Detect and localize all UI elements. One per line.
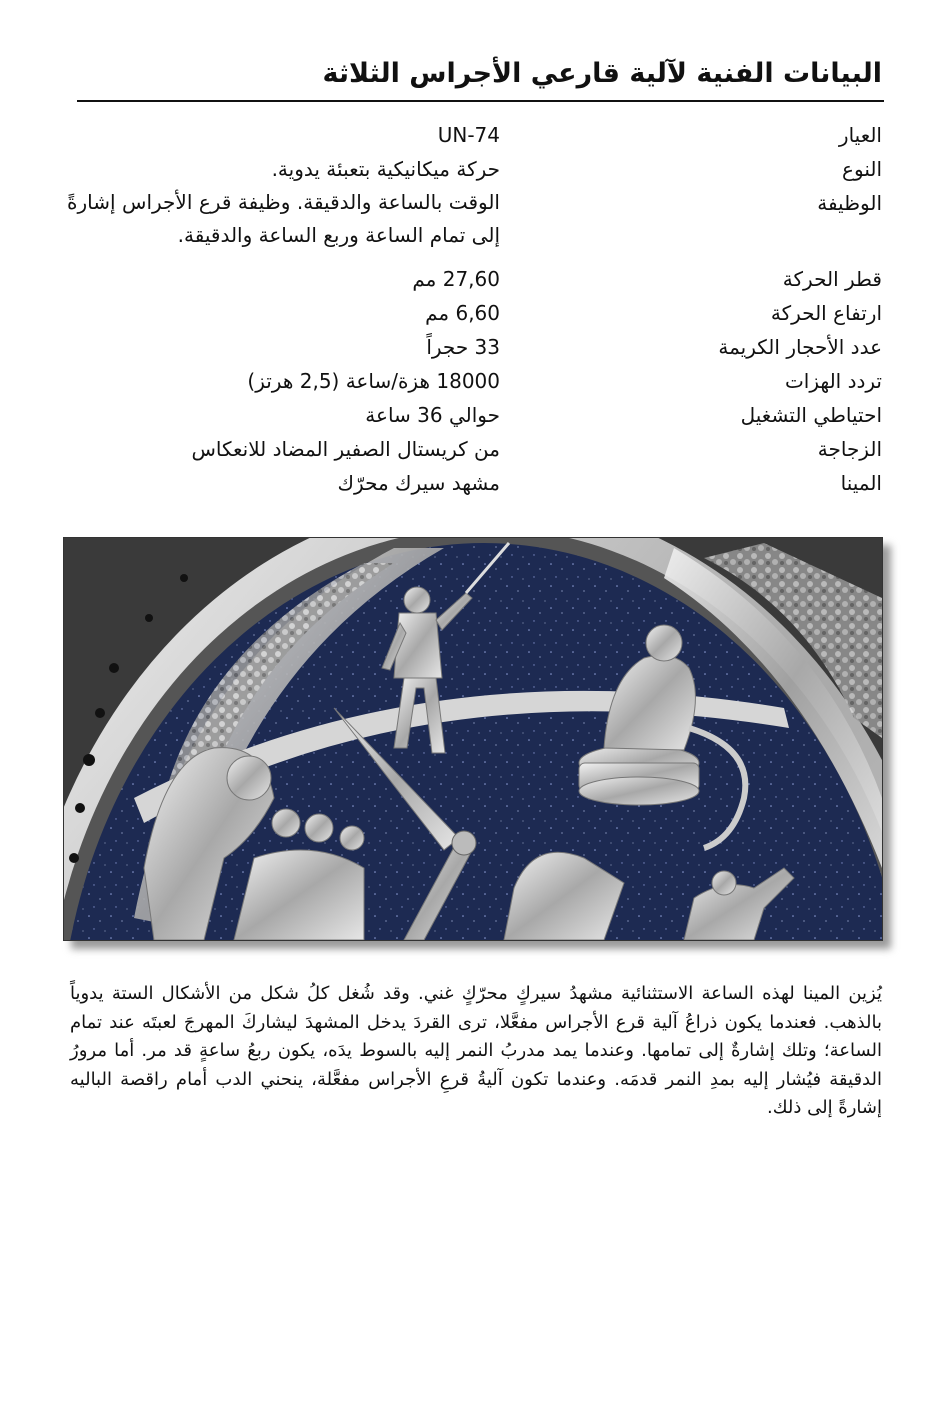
spec-label: المينا <box>840 471 882 495</box>
spec-label: الوظيفة <box>817 191 882 215</box>
spec-table <box>67 118 882 500</box>
spec-value: حوالي 36 ساعة <box>365 403 500 427</box>
spec-label: النوع <box>842 157 882 181</box>
spec-row-power-reserve <box>67 398 882 432</box>
spec-value: 18000 هزة/ساعة (2,5 هرتز) <box>247 369 500 393</box>
spec-value: 27,60 مم <box>412 267 500 291</box>
spec-row-function <box>67 186 882 252</box>
spec-value: 33 حجراً <box>426 335 500 359</box>
spec-row-dial <box>67 466 882 500</box>
spec-value: 6,60 مم <box>425 301 500 325</box>
spec-row-calibre <box>67 118 882 152</box>
circus-dial-image <box>63 537 883 941</box>
hand-pinion <box>452 831 476 855</box>
spec-label: ارتفاع الحركة <box>770 301 882 325</box>
spec-value: حركة ميكانيكية بتعبئة يدوية. <box>271 157 500 181</box>
spec-label: تردد الهزات <box>784 369 882 393</box>
spec-row-crystal <box>67 432 882 466</box>
spec-row-diameter <box>67 262 882 296</box>
dial-photo-frame <box>63 537 883 941</box>
spec-value: UN-74 <box>437 123 500 147</box>
spec-label: عدد الأحجار الكريمة <box>718 335 882 359</box>
description-paragraph: يُزين المينا لهذه الساعة الاستثنائية مشهدُ سيركٍ محرّكٍ غني. وقد شُغل كلُ شكل من الأشكال الستة يدوياً بالذهب. فعندما يكون ذراعُ آلية قرع الأجراس مفعَّلا، ترى القردَ يدخل المشهدَ ليشاركَ المهرجَ لعبتَه عند تمام الساعة؛ وتلك إشارةٌ إلى تمامها. وعندما يمد مدربُ النمر إليه بالسوط يدَه، يكون ربعُ ساعةٍ قد مر. أما مرورُ الدقيقة فيُشار إليه بمدِ النمر قدمَه. وعندما تكون آليةُ قرعِ الأجراس مفعَّلة، ينحني الدب أمام راقصة الباليه إشارةً إلى ذلك. <box>70 983 882 1118</box>
spec-label: الزجاجة <box>817 437 882 461</box>
title-divider <box>77 100 884 102</box>
spec-value: مشهد سيرك محرّك <box>337 471 500 495</box>
spec-row-height <box>67 296 882 330</box>
page-title: البيانات الفنية لآلية قارعي الأجراس الثلاثة <box>322 58 882 89</box>
spec-row-jewels <box>67 330 882 364</box>
spec-label: العيار <box>838 123 882 147</box>
spec-label: احتياطي التشغيل <box>740 403 882 427</box>
spec-label: قطر الحركة <box>782 267 882 291</box>
spec-row-frequency <box>67 364 882 398</box>
spec-row-type <box>67 152 882 186</box>
spec-value: الوقت بالساعة والدقيقة. وظيفة قرع الأجراس إشارةً إلى تمام الساعة وربع الساعة والدقيقة. <box>67 190 500 247</box>
spec-value: من كريستال الصفير المضاد للانعكاس <box>191 437 500 461</box>
